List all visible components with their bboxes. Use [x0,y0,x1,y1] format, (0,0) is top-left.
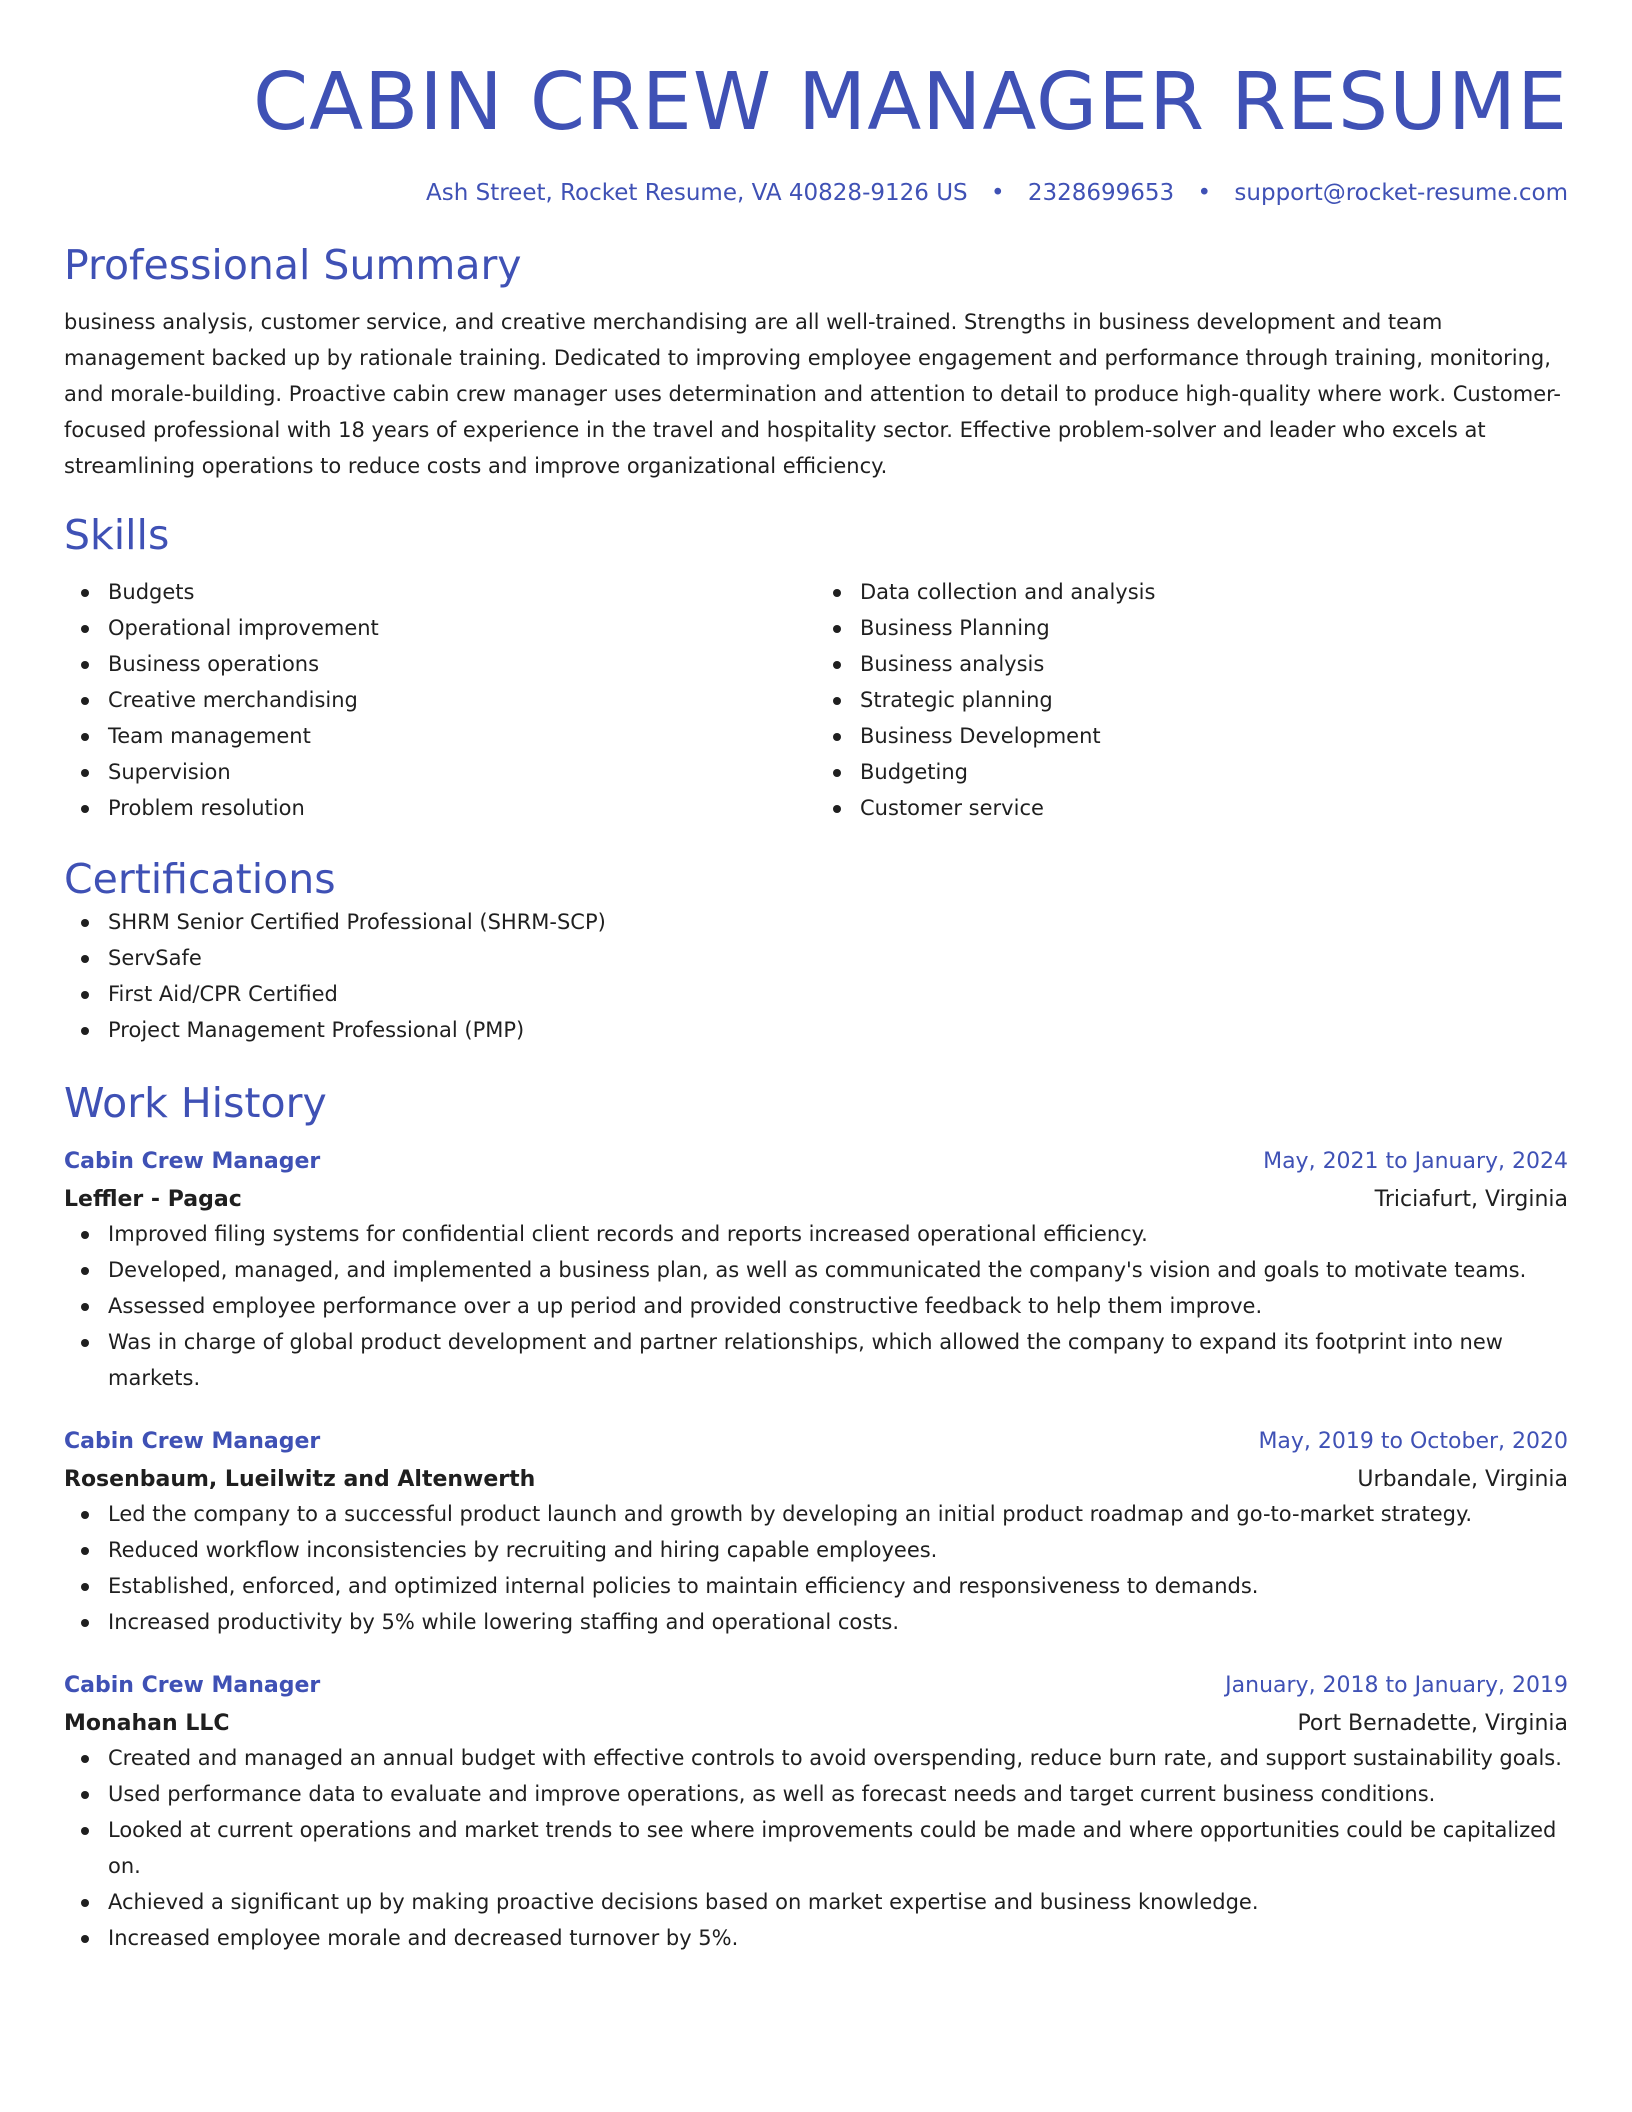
job-subheader-row [64,1178,1568,1216]
skill-item: Customer service [816,790,1568,826]
certifications-list [64,904,1568,1048]
skill-item: Problem resolution [64,790,816,826]
job-bullets [64,1216,1568,1396]
job-bullet: Achieved a significant up by making proactive decisions based on market expertise and business knowledge. [64,1884,1568,1920]
skill-item: Strategic planning [816,682,1568,718]
job-entry [64,1426,1568,1640]
job-location: Port Bernadette, Virginia [1297,1711,1568,1736]
job-subheader-row [64,1702,1568,1740]
job-bullet: Established, enforced, and optimized internal policies to maintain efficiency and responsiveness to demands. [64,1568,1568,1604]
resume-title: CABIN CREW MANAGER RESUME [252,56,1568,148]
contact-separator: • [1197,180,1212,206]
job-company: Monahan LLC [64,1711,230,1736]
skill-item: Business Development [816,718,1568,754]
job-dates: May, 2019 to October, 2020 [1258,1429,1568,1454]
skills-list-left [64,574,816,826]
job-header-row [64,1426,1568,1458]
certification-item: Project Management Professional (PMP) [64,1012,1568,1048]
job-role: Cabin Crew Manager [64,1429,321,1454]
skill-item: Supervision [64,754,816,790]
job-location: Triciafurt, Virginia [1374,1187,1568,1212]
skills-grid [64,574,1568,826]
job-entry [64,1670,1568,1956]
job-bullet: Improved filing systems for confidential client records and reports increased operational efficiency. [64,1216,1568,1252]
job-bullet: Increased employee morale and decreased turnover by 5%. [64,1920,1568,1956]
skill-item: Business operations [64,646,816,682]
summary-heading: Professional Summary [64,241,522,289]
work-history-heading: Work History [64,1079,327,1127]
job-bullets [64,1496,1568,1640]
job-location: Urbandale, Virginia [1357,1467,1568,1492]
skill-item: Business Planning [816,610,1568,646]
skills-column-right [816,574,1568,826]
job-bullet: Developed, managed, and implemented a business plan, as well as communicated the company's vision and goals to motivate teams. [64,1252,1568,1288]
job-bullet: Assessed employee performance over a up period and provided constructive feedback to help them improve. [64,1288,1568,1324]
job-company: Rosenbaum, Lueilwitz and Altenwerth [64,1467,536,1492]
job-bullet: Led the company to a successful product launch and growth by developing an initial product roadmap and go-to-market strategy. [64,1496,1568,1532]
certifications-heading: Certifications [64,855,336,903]
job-bullet: Used performance data to evaluate and improve operations, as well as forecast needs and target current business conditions. [64,1776,1568,1812]
contact-separator: • [990,180,1005,206]
skills-list-right [816,574,1568,826]
contact-address: Ash Street, Rocket Resume, VA 40828-9126 US [426,180,968,206]
skill-item: Budgeting [816,754,1568,790]
job-dates: May, 2021 to January, 2024 [1263,1149,1568,1174]
job-role: Cabin Crew Manager [64,1149,321,1174]
certification-item: First Aid/CPR Certified [64,976,1568,1012]
skill-item: Data collection and analysis [816,574,1568,610]
skill-item: Creative merchandising [64,682,816,718]
job-dates: January, 2018 to January, 2019 [1225,1673,1568,1698]
job-entry [64,1146,1568,1396]
job-subheader-row [64,1458,1568,1496]
contact-line [64,178,1568,208]
job-bullet: Increased productivity by 5% while lowering staffing and operational costs. [64,1604,1568,1640]
skills-column-left [64,574,816,826]
skill-item: Business analysis [816,646,1568,682]
contact-email[interactable]: support@rocket-resume.com [1234,180,1568,206]
job-header-row [64,1146,1568,1178]
job-bullets [64,1740,1568,1956]
skills-heading: Skills [64,511,170,559]
skill-item: Budgets [64,574,816,610]
job-company: Leffler - Pagac [64,1187,242,1212]
job-header-row [64,1670,1568,1702]
job-role: Cabin Crew Manager [64,1673,321,1698]
contact-phone: 2328699653 [1027,180,1175,206]
certification-item: ServSafe [64,940,1568,976]
skill-item: Team management [64,718,816,754]
job-bullet: Was in charge of global product development and partner relationships, which allowed the company to expand its footprint into new markets. [64,1324,1568,1396]
certification-item: SHRM Senior Certified Professional (SHRM-SCP) [64,904,1568,940]
job-bullet: Created and managed an annual budget with effective controls to avoid overspending, reduce burn rate, and support sustainability goals. [64,1740,1568,1776]
skill-item: Operational improvement [64,610,816,646]
job-bullet: Looked at current operations and market trends to see where improvements could be made and where opportunities could be capitalized on. [64,1812,1568,1884]
summary-text: business analysis, customer service, and creative merchandising are all well-trained. Strengths in business development and team management backed up by rationale training. Dedicated to improving employee engagement and performance through training, monitoring, and morale-building. Proactive cabin crew manager uses determination and attention to detail to produce high-quality where work. Customer-focused professional with 18 years of experience in the travel and hospitality sector. Effective problem-solver and leader who excels at streamlining operations to reduce costs and improve organizational efficiency. [64,310,1561,478]
job-bullet: Reduced workflow inconsistencies by recruiting and hiring capable employees. [64,1532,1568,1568]
